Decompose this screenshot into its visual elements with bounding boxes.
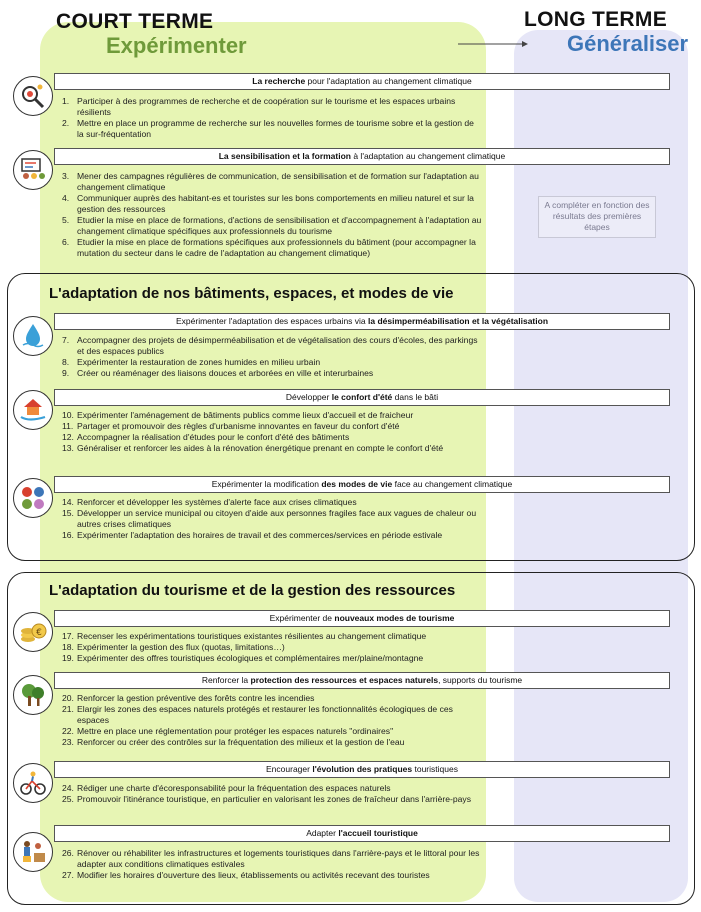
list-item: 8. Expérimenter la restauration de zones humides en milieu urbain	[62, 357, 321, 367]
group-header-reception: Adapter l'accueil touristique	[54, 825, 670, 842]
list-item: 2. Mettre en place un programme de recherche sur les nouvelles formes de tourisme sobre et la gestion de la sur-fréquentation	[62, 118, 474, 139]
long-term-title: LONG TERME	[524, 8, 667, 31]
coins-icon	[13, 612, 53, 652]
list-item: 25. Promouvoir l'itinérance touristique, en particulier en valorisant les zones de fraîcheur dans l'arrière-pays	[62, 794, 472, 804]
group-items-practices	[62, 783, 482, 805]
house-hand-icon	[13, 390, 53, 430]
list-item: 12. Accompagner la réalisation d'études pour le confort d'été des bâtiments	[62, 432, 350, 442]
list-item: 22. Mettre en place une réglementation pour protéger les espaces naturels "ordinaires"	[62, 726, 394, 736]
list-item: 27. Modifier les horaires d'ouverture des lieux, établissements ou activités recevant des touristes	[62, 870, 430, 880]
list-item: 18. Expérimenter la gestion des flux (quotas, limitations…)	[62, 642, 285, 652]
list-item: 15. Développer un service municipal ou citoyen d'aide aux personnes fragiles face aux vagues de chaleur ou autres crises climatiques	[62, 508, 477, 529]
list-item: 23. Renforcer ou créer des contrôles sur la fréquentation des milieux et la gestion de l'eau	[62, 737, 405, 747]
group-header-practices: Encourager l'évolution des pratiques touristiques	[54, 761, 670, 778]
section-title-tourism: L'adaptation du tourisme et de la gestion des ressources	[49, 582, 456, 599]
list-item: 17. Recenser les expérimentations touristiques existantes résilientes au changement climatique	[62, 631, 427, 641]
group-items-awareness	[62, 171, 482, 259]
lifestyle-icon	[13, 478, 53, 518]
list-item: 19. Expérimenter des offres touristiques écologiques et complémentaires mer/plaine/montagne	[62, 653, 424, 663]
group-items-desimpermeabilisation	[62, 335, 482, 379]
group-items-lifestyle	[62, 497, 482, 541]
group-header-protection: Renforcer la protection des ressources et espaces naturels, supports du tourisme	[54, 672, 670, 689]
awareness-training-icon	[13, 150, 53, 190]
list-item: 24. Rédiger une charte d'écoresponsabilité pour la fréquentation des espaces naturels	[62, 783, 391, 793]
group-header-new-tourism: Expérimenter de nouveaux modes de tourisme	[54, 610, 670, 627]
list-item: 14. Renforcer et développer les systèmes d'alerte face aux crises climatiques	[62, 497, 357, 507]
tree-icon	[13, 675, 53, 715]
group-header-awareness: La sensibilisation et la formation à l'adaptation au changement climatique	[54, 148, 670, 165]
svg-text:€: €	[36, 628, 42, 638]
list-item: 11. Partager et promouvoir des règles d'urbanisme innovantes en faveur du confort d'été	[62, 421, 400, 431]
long-term-note: A compléter en fonction des résultats des premières étapes	[538, 196, 656, 238]
group-items-summer-comfort	[62, 410, 482, 454]
group-header-research: La recherche pour l'adaptation au changement climatique	[54, 73, 670, 90]
list-item: 21. Elargir les zones des espaces naturels protégés et restaurer les fonctionnalités écologiques de ces espaces	[62, 704, 453, 725]
arrow-right-icon	[458, 39, 528, 49]
list-item: 9. Créer ou réaménager des liaisons douces et arborées en ville et interurbaines	[62, 368, 374, 378]
list-item: 26. Rénover ou réhabiliter les infrastructures et logements touristiques dans l'arrière-pays et le littoral pour les adapter aux conditions climatiques estivales	[62, 848, 480, 869]
cyclist-icon	[13, 763, 53, 803]
list-item: 1. Participer à des programmes de recherche et de coopération sur le tourisme et les espaces urbains résilients	[62, 96, 456, 117]
group-header-summer-comfort: Développer le confort d'été dans le bâti	[54, 389, 670, 406]
list-item: 3. Mener des campagnes régulières de communication, de sensibilisation et de formation sur l'adaptation au changement climatique	[62, 171, 479, 192]
group-header-desimpermeabilisation: Expérimenter l'adaptation des espaces urbains via la désimperméabilisation et la végétalisation	[54, 313, 670, 330]
list-item: 7. Accompagner des projets de désimperméabilisation et de végétalisation des cours d'écoles, des parkings et des espaces publics	[62, 335, 478, 356]
list-item: 5. Etudier la mise en place de formations, d'actions de sensibilisation et d'accompagnement à l'adaptation au changement climatique spécifiques aux professionnels du tourisme	[62, 215, 482, 236]
list-item: 20. Renforcer la gestion préventive des forêts contre les incendies	[62, 693, 315, 703]
long-term-subtitle: Généraliser	[567, 31, 689, 56]
list-item: 13. Généraliser et renforcer les aides à la rénovation énergétique prenant en compte le confort d'été	[62, 443, 444, 453]
group-items-new-tourism	[62, 631, 482, 664]
group-items-research	[62, 96, 482, 140]
water-drop-icon	[13, 316, 53, 356]
list-item: 16. Expérimenter l'adaptation des horaires de travail et des commerces/services en période estivale	[62, 530, 443, 540]
list-item: 10. Expérimenter l'aménagement de bâtiments publics comme lieux d'accueil et de fraicheur	[62, 410, 414, 420]
short-term-title: COURT TERME	[56, 10, 214, 33]
group-items-protection	[62, 693, 482, 748]
reception-icon	[13, 832, 53, 872]
short-term-subtitle: Expérimenter	[106, 33, 247, 58]
list-item: 6. Etudier la mise en place de formations spécifiques aux professionnels du bâtiment (pour accompagner la mutation du secteur dans le cadre de l'adaptation au changement climatique)	[62, 237, 476, 258]
group-items-reception	[62, 848, 482, 881]
group-header-lifestyle: Expérimenter la modification des modes de vie face au changement climatique	[54, 476, 670, 493]
section-title-buildings: L'adaptation de nos bâtiments, espaces, et modes de vie	[49, 285, 454, 302]
list-item: 4. Communiquer auprès des habitant-es et touristes sur les bons comportements en milieu naturel et sur la gestion des ressources	[62, 193, 474, 214]
research-icon	[13, 76, 53, 116]
